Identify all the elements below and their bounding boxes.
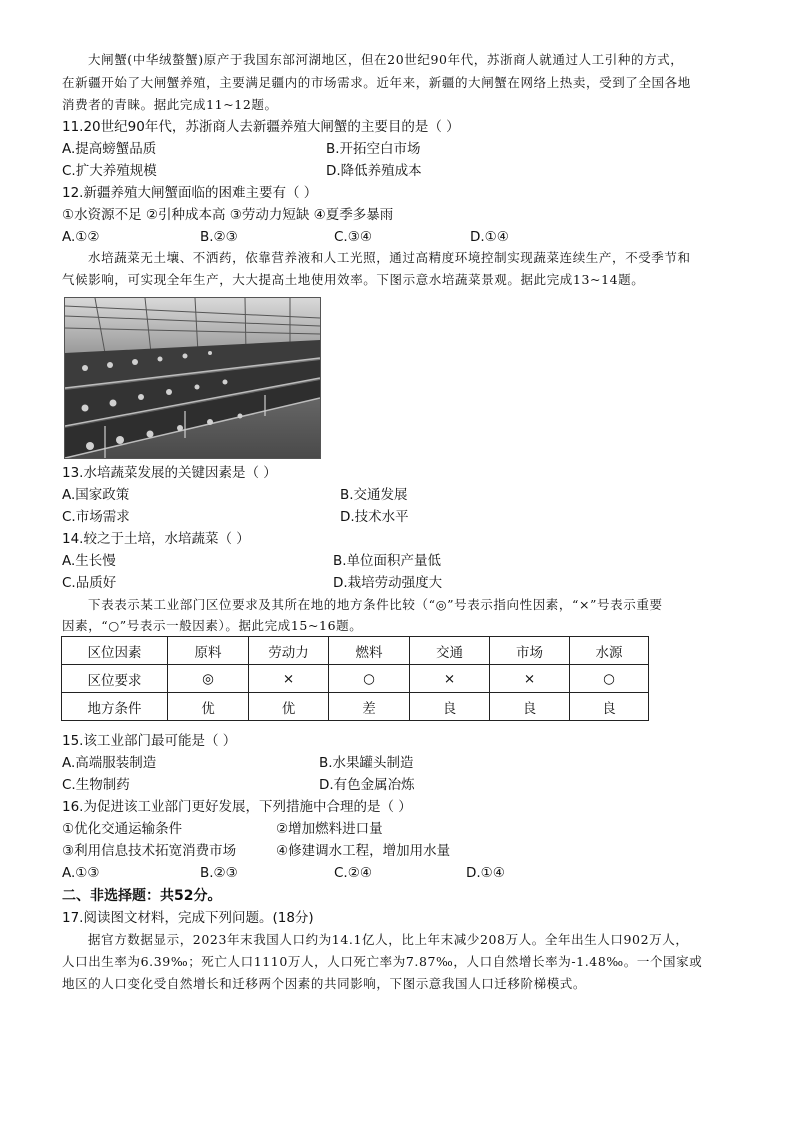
q14-option-a[interactable]: A.生长慢: [62, 553, 116, 569]
table-cell: ○: [329, 665, 410, 693]
table-cell: 劳动力: [249, 637, 329, 665]
q16-item-4: ④修建调水工程，增加用水量: [276, 843, 451, 859]
table-cell: 差: [329, 693, 410, 721]
q12-option-c[interactable]: C.③④: [334, 229, 372, 245]
intro3-line-1: 下表表示某工业部门区位要求及其所在地的地方条件比较（“◎”号表示指向性因素，“×”号表示重要: [88, 597, 663, 612]
q13-stem: 13.水培蔬菜发展的关键因素是（ ）: [62, 465, 277, 481]
q11-option-a[interactable]: A.提高螃蟹品质: [62, 141, 157, 157]
q16-option-a[interactable]: A.①③: [62, 865, 100, 881]
q15-option-a[interactable]: A.高端服装制造: [62, 755, 157, 771]
q13-option-c[interactable]: C.市场需求: [62, 509, 130, 525]
q12-option-b[interactable]: B.②③: [200, 229, 238, 245]
section-heading: 二、非选择题：共52分。: [62, 888, 222, 904]
table-cell: 市场: [490, 637, 570, 665]
q15-option-b[interactable]: B.水果罐头制造: [319, 755, 414, 771]
q16-option-b[interactable]: B.②③: [200, 865, 238, 881]
q11-option-d[interactable]: D.降低养殖成本: [326, 163, 422, 179]
q13-option-a[interactable]: A.国家政策: [62, 487, 130, 503]
table-cell: 原料: [168, 637, 249, 665]
table-row: [62, 693, 649, 721]
q11-option-b[interactable]: B.开拓空白市场: [326, 141, 421, 157]
q16-option-c[interactable]: C.②④: [334, 865, 372, 881]
intro2-line-1: 水培蔬菜无土壤、不洒药，依靠营养液和人工光照，通过高精度环境控制实现蔬菜连续生产，不受季节和: [88, 250, 691, 265]
q13-option-b[interactable]: B.交通发展: [340, 487, 408, 503]
table-row: [62, 665, 649, 693]
table-cell: 良: [490, 693, 570, 721]
q13-option-d[interactable]: D.技术水平: [340, 509, 409, 525]
table-cell: ○: [570, 665, 649, 693]
q14-option-d[interactable]: D.栽培劳动强度大: [333, 575, 443, 591]
q17-text-line-1: 据官方数据显示，2023年末我国人口约为14.1亿人，比上年末减少208万人。全年出生人口902万人，: [88, 932, 689, 947]
q11-stem: 11.20世纪90年代，苏浙商人去新疆养殖大闸蟹的主要目的是（ ）: [62, 119, 460, 135]
q11-option-c[interactable]: C.扩大养殖规模: [62, 163, 157, 179]
q14-option-b[interactable]: B.单位面积产量低: [333, 553, 442, 569]
q14-option-c[interactable]: C.品质好: [62, 575, 117, 591]
q17-text-line-3: 地区的人口变化受自然增长和迁移两个因素的共同影响，下图示意我国人口迁移阶梯模式。: [62, 976, 587, 991]
q16-item-2: ②增加燃料进口量: [276, 821, 383, 837]
intro1-line-2: 在新疆开始了大闸蟹养殖，主要满足疆内的市场需求。近年来，新疆的大闸蟹在网络上热卖，受到了全国各地: [62, 75, 691, 90]
table-row: [62, 637, 649, 665]
table-cell: 区位要求: [62, 665, 168, 693]
table-cell: 交通: [410, 637, 490, 665]
table-cell: 地方条件: [62, 693, 168, 721]
q15-stem: 15.该工业部门最可能是（ ）: [62, 733, 237, 749]
table-cell: 区位因素: [62, 637, 168, 665]
q16-item-3: ③利用信息技术拓宽消费市场: [62, 843, 237, 859]
table-cell: ×: [490, 665, 570, 693]
greenhouse-illustration: [65, 298, 320, 458]
table-cell: 燃料: [329, 637, 410, 665]
q16-stem: 16.为促进该工业部门更好发展，下列措施中合理的是（ ）: [62, 799, 412, 815]
intro2-line-2: 气候影响，可实现全年生产，大大提高土地使用效率。下图示意水培蔬菜景观。据此完成13~14题。: [62, 272, 645, 287]
table-cell: ×: [410, 665, 490, 693]
table-cell: 良: [410, 693, 490, 721]
table-cell: 良: [570, 693, 649, 721]
table-cell: 优: [249, 693, 329, 721]
hydroponic-greenhouse-photo: [64, 297, 321, 459]
table-cell: ×: [249, 665, 329, 693]
q15-option-c[interactable]: C.生物制药: [62, 777, 130, 793]
q12-items: ①水资源不足 ②引种成本高 ③劳动力短缺 ④夏季多暴雨: [62, 207, 394, 223]
intro3-line-2: 因素，“○”号表示一般因素）。据此完成15~16题。: [62, 618, 363, 633]
q14-stem: 14.较之于土培，水培蔬菜（ ）: [62, 531, 250, 547]
intro1-line-1: 大闸蟹(中华绒螯蟹)原产于我国东部河湖地区，但在20世纪90年代，苏浙商人就通过人工引种的方式，: [88, 52, 684, 67]
q16-option-d[interactable]: D.①④: [466, 865, 505, 881]
q16-item-1: ①优化交通运输条件: [62, 821, 183, 837]
table-cell: ◎: [168, 665, 249, 693]
q12-option-d[interactable]: D.①④: [470, 229, 509, 245]
intro1-line-3: 消费者的青睐。据此完成11~12题。: [62, 97, 278, 112]
q17-text-line-2: 人口出生率为6.39‰；死亡人口1110万人，人口死亡率为7.87‰，人口自然增长率为-1.48‰。一个国家或: [62, 954, 703, 969]
q12-stem: 12.新疆养殖大闸蟹面临的困难主要有（ ）: [62, 185, 318, 201]
q17-stem: 17.阅读图文材料，完成下列问题。(18分): [62, 910, 314, 926]
table-cell: 水源: [570, 637, 649, 665]
q12-option-a[interactable]: A.①②: [62, 229, 100, 245]
q15-option-d[interactable]: D.有色金属冶炼: [319, 777, 415, 793]
table-cell: 优: [168, 693, 249, 721]
location-factor-table: [61, 636, 649, 721]
